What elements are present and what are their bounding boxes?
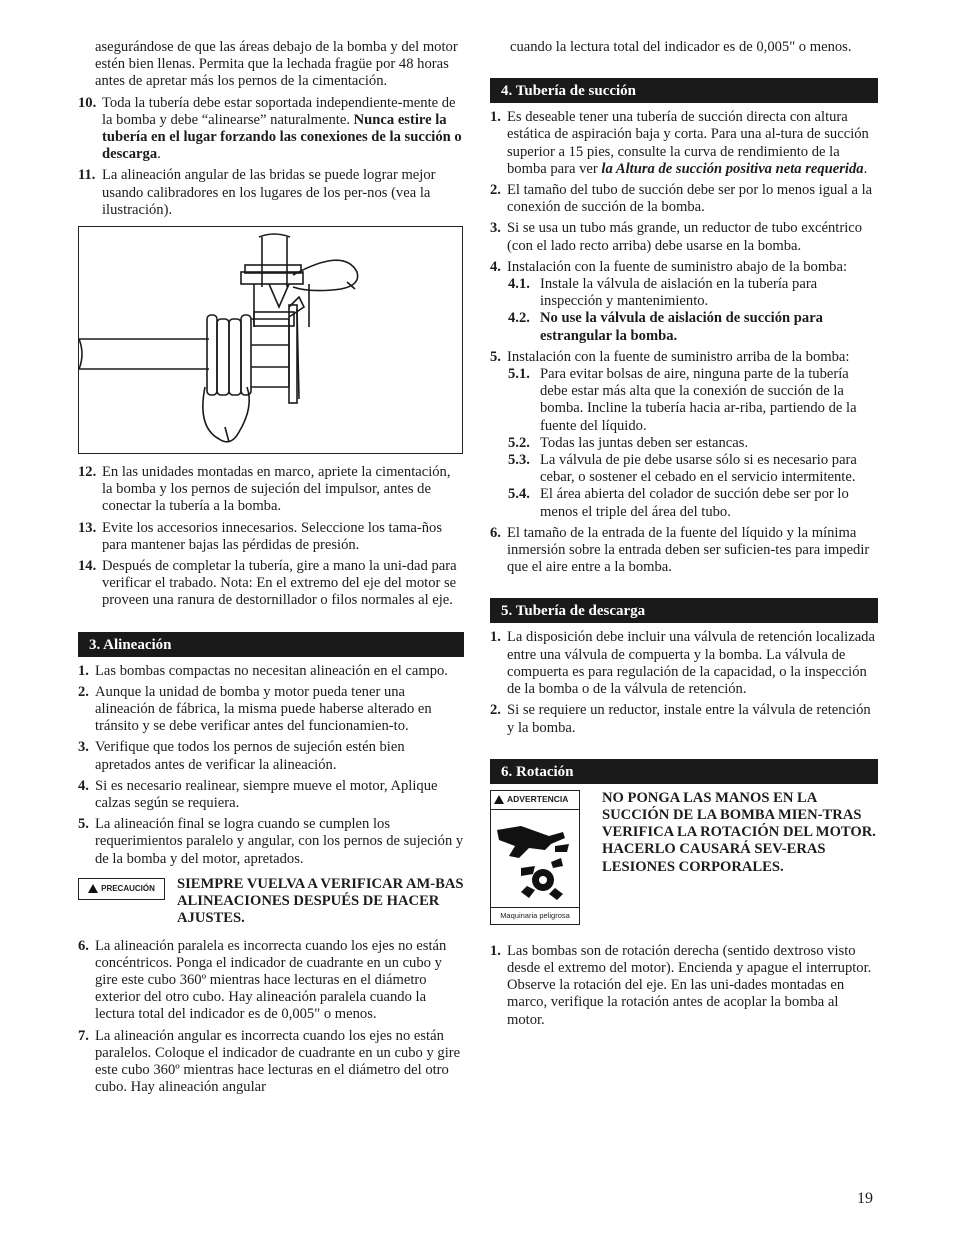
list-item bbox=[78, 1028, 464, 1097]
item-number: 11. bbox=[78, 167, 96, 184]
item-text: La alineación final se logra cuando se cumplen los requerimientos paralelo y angular, con los pernos de sujeción y de la bomba y del motor, apretados. bbox=[95, 816, 464, 867]
item-number: 1. bbox=[490, 109, 501, 126]
list-item bbox=[78, 816, 464, 868]
sub-list-item bbox=[508, 310, 878, 344]
item-number: 1. bbox=[490, 629, 501, 646]
warning-header bbox=[491, 791, 579, 810]
list-item bbox=[490, 220, 878, 254]
section-heading-rotation: 6. Rotación bbox=[490, 759, 878, 784]
item-number: 5.1. bbox=[508, 366, 530, 383]
item-text: Toda la tubería debe estar soportada independiente-mente de la bomba y debe “alinearse” naturalmente. bbox=[102, 94, 456, 128]
item-text: Instalación con la fuente de suministro arriba de la bomba: bbox=[507, 348, 850, 365]
warning-triangle-icon bbox=[494, 795, 504, 804]
flange-alignment-illustration bbox=[78, 226, 463, 454]
item-text: Después de completar la tubería, gire a mano la uni-dad para verificar el trabado. Nota: En el extremo del eje del motor se proveen una ranura de destornillador o filos normales al eje. bbox=[102, 558, 457, 609]
sub-list-item bbox=[508, 366, 878, 435]
sub-list-item bbox=[508, 276, 878, 310]
list-item-13 bbox=[78, 520, 464, 554]
item-text: Todas las juntas deben ser estancas. bbox=[540, 434, 749, 451]
warning-triangle-icon bbox=[88, 884, 98, 893]
item-number: 4. bbox=[490, 258, 501, 275]
item-tail: . bbox=[863, 160, 868, 177]
page-number: 19 bbox=[857, 1190, 873, 1207]
item-number: 2. bbox=[490, 702, 501, 719]
list-item-12 bbox=[78, 464, 464, 516]
item-text: Si es necesario realinear, siempre mueve el motor, Aplique calzas según se requiera. bbox=[95, 777, 438, 812]
list-item bbox=[490, 109, 878, 178]
sub-list-item bbox=[508, 452, 878, 486]
item-text: Si se requiere un reductor, instale entre la válvula de retención y la bomba. bbox=[507, 702, 871, 736]
list-item bbox=[490, 349, 878, 366]
item-text: Evite los accesorios innecesarios. Seleccione los tama-ños para mantener bajas las pérdidas de presión. bbox=[102, 519, 443, 553]
item-text: En las unidades montadas en marco, apriete la cimentación, la bomba y los pernos de sujeción del impulsor, antes de conectar la tubería a la bomba. bbox=[102, 464, 451, 515]
item-text: El tamaño de la entrada de la fuente del líquido y la mínima inmersión sobre la entrada deben ser suficien-tes para impedir que el aire entre a la bomba. bbox=[507, 524, 870, 576]
list-item bbox=[490, 943, 878, 1029]
calipers-diagram bbox=[79, 227, 462, 453]
item-text: Si se usa un tubo más grande, un reductor de tubo excéntrico (con el lado recto arriba) debe usarse en la bomba. bbox=[507, 220, 863, 254]
warning-notice bbox=[490, 790, 878, 925]
item-number: 1. bbox=[490, 942, 501, 959]
section-heading-suction-piping: 4. Tubería de succión bbox=[490, 78, 878, 103]
left-column bbox=[78, 39, 464, 1100]
sub-list-item bbox=[508, 435, 878, 452]
warning-label: ADVERTENCIA bbox=[507, 794, 569, 805]
warning-text: NO PONGA LAS MANOS EN LA SUCCIÓN DE LA BOMBA MIEN-TRAS VERIFICA LA ROTACIÓN DEL MOTOR. HACERLO CAUSARÁ SEV-ERAS LESIONES CORPORALES. bbox=[602, 789, 876, 875]
caution-notice bbox=[78, 876, 464, 928]
list-item bbox=[490, 629, 878, 698]
item-text: Verifique que todos los pernos de sujeción estén bien apretados antes de verificar la alineación. bbox=[95, 739, 405, 773]
item-number: 1. bbox=[78, 662, 89, 679]
item-number: 4. bbox=[78, 777, 89, 794]
list-item bbox=[490, 702, 878, 736]
item-number: 5. bbox=[490, 348, 501, 365]
item-number: 4.1. bbox=[508, 276, 530, 293]
item-number: 4.2. bbox=[508, 310, 530, 327]
list-item bbox=[78, 938, 464, 1024]
item-number: 5.3. bbox=[508, 452, 530, 469]
item-text: Instale la válvula de aislación en la tubería para inspección y mantenimiento. bbox=[540, 276, 818, 310]
item-text: Es deseable tener una tubería de succión directa con altura estática de aspiración baja y corta. Para una al-tura de succión superior a 15 pies, consulte la curva de rendimiento de la bomba para ver bbox=[507, 109, 869, 177]
section-heading-alignment: 3. Alineación bbox=[78, 632, 464, 657]
continued-paragraph: cuando la lectura total del indicador es de 0,005" o menos. bbox=[510, 39, 852, 55]
list-item bbox=[490, 182, 878, 216]
list-item bbox=[78, 778, 464, 812]
sub-list-item bbox=[508, 486, 878, 520]
item-text: No use la válvula de aislación de succión para estrangular la bomba. bbox=[540, 310, 823, 344]
list-item bbox=[78, 684, 464, 736]
list-item-11 bbox=[78, 167, 464, 219]
warning-label-box bbox=[490, 790, 580, 925]
item-number: 2. bbox=[78, 683, 89, 700]
item-number: 7. bbox=[78, 1027, 89, 1044]
section-heading-discharge-piping: 5. Tubería de descarga bbox=[490, 598, 878, 623]
caution-badge bbox=[78, 878, 165, 900]
item-text: La disposición debe incluir una válvula de retención localizada entre una válvula de compuerta y la bomba. La válvula de compuerta es para regulación de la capacidad, o la inspección de la bomba o de la válvula de retención. bbox=[507, 629, 875, 698]
item-italic-text: la Altura de succión positiva neta requerida bbox=[601, 160, 864, 177]
caution-label: PRECAUCIÓN bbox=[101, 884, 155, 894]
item-number: 6. bbox=[78, 937, 89, 954]
caution-text: SIEMPRE VUELVA A VERIFICAR AM-BAS ALINEACIONES DESPUÉS DE HACER AJUSTES. bbox=[177, 875, 464, 927]
item-number: 3. bbox=[78, 739, 89, 756]
list-item bbox=[78, 663, 464, 680]
item-number: 13. bbox=[78, 519, 97, 536]
list-item-14 bbox=[78, 558, 464, 610]
warning-caption: Maquinaria peligrosa bbox=[491, 907, 579, 924]
item-text: La alineación angular de las bridas se puede lograr mejor usando calibradores en los lugares de los per-nos (vea la ilustración). bbox=[102, 167, 436, 218]
item-text: El área abierta del colador de succión debe ser por lo menos el triple del área del tubo. bbox=[540, 486, 849, 520]
item-text: Para evitar bolsas de aire, ninguna parte de la tubería debe estar más alta que la conexión de succión de la bomba. Incline la tubería hacia ar-riba, partiendo de la fuente del líquido. bbox=[540, 366, 857, 434]
right-column bbox=[490, 39, 878, 1033]
item-text: El tamaño del tubo de succión debe ser por lo menos igual a la conexión de succión de la bomba. bbox=[507, 182, 873, 216]
item-tail: . bbox=[157, 146, 161, 163]
item-number: 6. bbox=[490, 524, 501, 541]
item-number: 2. bbox=[490, 182, 501, 199]
list-item bbox=[78, 739, 464, 773]
item-number: 5. bbox=[78, 816, 89, 833]
item-number: 3. bbox=[490, 220, 501, 237]
item-text: Las bombas son de rotación derecha (sentido dextroso visto desde el extremo del motor). Encienda y apague el interruptor. Observe la rotación del eje. En las uni-dades montadas en marco, verifique la rotación antes de acoplar la bomba al motor. bbox=[507, 942, 872, 1028]
item-number: 10. bbox=[78, 94, 97, 111]
hazardous-machinery-icon bbox=[491, 810, 577, 906]
item-number: 12. bbox=[78, 464, 97, 481]
list-item bbox=[490, 259, 878, 276]
list-item bbox=[490, 525, 878, 577]
item-text: Las bombas compactas no necesitan alineación en el campo. bbox=[95, 662, 448, 679]
item-number: 14. bbox=[78, 558, 97, 575]
continued-paragraph: asegurándose de que las áreas debajo de la bomba y del motor estén bien llenas. Permita que la lechada fragüe por 48 horas antes de apretar más los pernos de la cimentación. bbox=[95, 39, 458, 90]
item-text: La válvula de pie debe usarse sólo si es necesario para cebar, o sostener el cebado en el servicio intermitente. bbox=[540, 452, 857, 486]
item-number: 5.4. bbox=[508, 486, 530, 503]
item-text: Instalación con la fuente de suministro abajo de la bomba: bbox=[507, 258, 848, 275]
item-text: Aunque la unidad de bomba y motor pueda tener una alineación de fábrica, la misma puede haberse alterado en tránsito y se debe verificar antes del funcionamien-to. bbox=[95, 683, 432, 735]
item-text: La alineación paralela es incorrecta cuando los ejes no están concéntricos. Ponga el indicador de cuadrante en un cubo y gire este cubo 360º mientras hace lecturas en el diámetro exterior del otro cubo. Hay alineación paralela cuando la lectura total del indicador es de 0,005" o menos. bbox=[95, 937, 447, 1023]
item-bold-text: Nunca estire la tubería en el lugar forzando las conexiones de la succión o descarga bbox=[102, 111, 462, 163]
item-text: La alineación angular es incorrecta cuando los ejes no están paralelos. Coloque el indicador de cuadrante en un cubo y gire este cubo 360º mientras hace lecturas en el diámetro del otro cubo. Hay alineación angular bbox=[95, 1027, 461, 1096]
item-number: 5.2. bbox=[508, 434, 530, 451]
list-item-10 bbox=[78, 95, 464, 164]
